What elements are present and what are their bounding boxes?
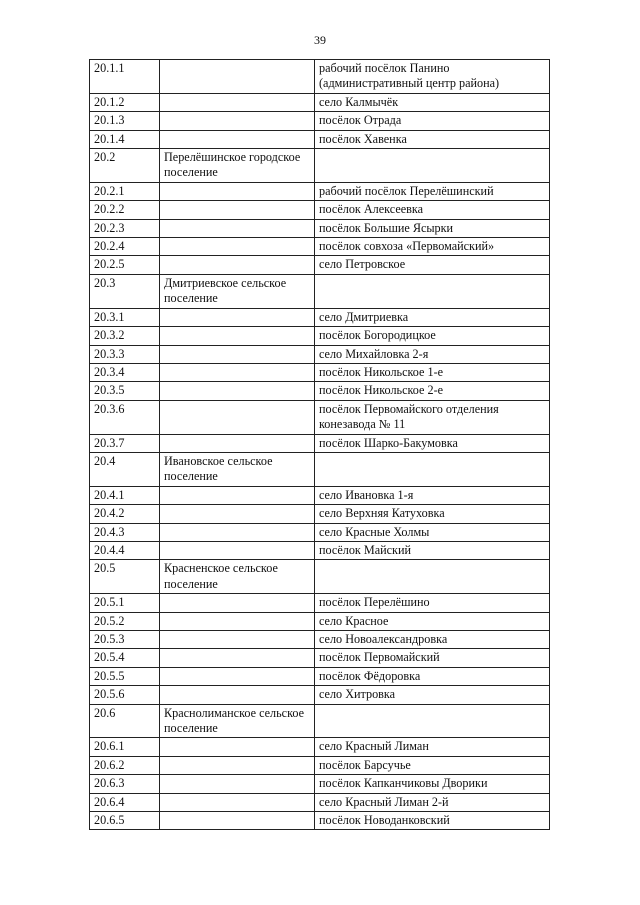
table-row: [90, 130, 550, 148]
locality-cell: посёлок Перелёшино: [315, 594, 550, 612]
table-row: [90, 274, 550, 308]
code-cell: 20.1.3: [90, 112, 160, 130]
settlement-name-cell: Красненское сельское поселение: [160, 560, 315, 594]
table-row: [90, 775, 550, 793]
code-cell: 20.4.1: [90, 486, 160, 504]
code-cell: 20.2.1: [90, 182, 160, 200]
locality-cell: рабочий посёлок Перелёшинский: [315, 182, 550, 200]
table-row: [90, 219, 550, 237]
settlement-name-cell: [160, 182, 315, 200]
code-cell: 20.4.3: [90, 523, 160, 541]
code-cell: 20.3.6: [90, 400, 160, 434]
code-cell: 20.3.5: [90, 382, 160, 400]
locality-cell: село Дмитриевка: [315, 308, 550, 326]
code-cell: 20.3.1: [90, 308, 160, 326]
code-cell: 20.1.4: [90, 130, 160, 148]
settlement-name-cell: [160, 594, 315, 612]
locality-cell: село Новоалександровка: [315, 631, 550, 649]
table-row: [90, 182, 550, 200]
settlement-name-cell: [160, 256, 315, 274]
settlement-name-cell: [160, 112, 315, 130]
settlement-name-cell: [160, 400, 315, 434]
settlements-table: [89, 59, 550, 830]
locality-cell: село Красный Лиман 2-й: [315, 793, 550, 811]
code-cell: 20.5.6: [90, 686, 160, 704]
locality-cell: рабочий посёлок Панино (административный центр района): [315, 60, 550, 94]
locality-cell: [315, 149, 550, 183]
settlement-name-cell: [160, 649, 315, 667]
locality-cell: посёлок Новоданковский: [315, 812, 550, 830]
settlement-name-cell: [160, 523, 315, 541]
locality-cell: [315, 274, 550, 308]
table-body: [90, 60, 550, 830]
code-cell: 20.4: [90, 452, 160, 486]
table-row: [90, 256, 550, 274]
table-row: [90, 612, 550, 630]
code-cell: 20.6.5: [90, 812, 160, 830]
settlement-name-cell: [160, 363, 315, 381]
code-cell: 20.1.2: [90, 93, 160, 111]
table-row: [90, 201, 550, 219]
table-row: [90, 812, 550, 830]
code-cell: 20.5.2: [90, 612, 160, 630]
code-cell: 20.2.2: [90, 201, 160, 219]
code-cell: 20.6.1: [90, 738, 160, 756]
settlement-name-cell: [160, 93, 315, 111]
code-cell: 20.5.4: [90, 649, 160, 667]
locality-cell: посёлок Первомайского отделения конезавода № 11: [315, 400, 550, 434]
settlement-name-cell: [160, 775, 315, 793]
locality-cell: село Верхняя Катуховка: [315, 505, 550, 523]
code-cell: 20.4.4: [90, 541, 160, 559]
table-row: [90, 149, 550, 183]
settlement-name-cell: [160, 756, 315, 774]
table-row: [90, 631, 550, 649]
locality-cell: посёлок Хавенка: [315, 130, 550, 148]
settlement-name-cell: [160, 130, 315, 148]
locality-cell: посёлок Отрада: [315, 112, 550, 130]
code-cell: 20.4.2: [90, 505, 160, 523]
settlement-name-cell: [160, 60, 315, 94]
settlement-name-cell: [160, 667, 315, 685]
locality-cell: посёлок Фёдоровка: [315, 667, 550, 685]
settlement-name-cell: [160, 308, 315, 326]
locality-cell: посёлок Богородицкое: [315, 327, 550, 345]
locality-cell: село Красные Холмы: [315, 523, 550, 541]
locality-cell: село Михайловка 2-я: [315, 345, 550, 363]
table-row: [90, 523, 550, 541]
locality-cell: [315, 560, 550, 594]
table-row: [90, 704, 550, 738]
table-row: [90, 308, 550, 326]
settlement-name-cell: [160, 612, 315, 630]
table-row: [90, 382, 550, 400]
code-cell: 20.3.4: [90, 363, 160, 381]
table-row: [90, 649, 550, 667]
locality-cell: посёлок Барсучье: [315, 756, 550, 774]
settlement-name-cell: [160, 631, 315, 649]
code-cell: 20.2.4: [90, 238, 160, 256]
table-row: [90, 560, 550, 594]
table-row: [90, 756, 550, 774]
settlement-name-cell: [160, 793, 315, 811]
settlement-name-cell: Перелёшинское городское поселение: [160, 149, 315, 183]
settlement-name-cell: [160, 327, 315, 345]
locality-cell: посёлок совхоза «Первомайский»: [315, 238, 550, 256]
code-cell: 20.5.1: [90, 594, 160, 612]
code-cell: 20.1.1: [90, 60, 160, 94]
locality-cell: посёлок Никольское 2-е: [315, 382, 550, 400]
table-row: [90, 238, 550, 256]
locality-cell: село Хитровка: [315, 686, 550, 704]
code-cell: 20.3.3: [90, 345, 160, 363]
settlement-name-cell: [160, 686, 315, 704]
settlement-name-cell: [160, 812, 315, 830]
locality-cell: село Красное: [315, 612, 550, 630]
settlement-name-cell: [160, 738, 315, 756]
table-row: [90, 505, 550, 523]
table-row: [90, 793, 550, 811]
settlement-name-cell: [160, 505, 315, 523]
table-row: [90, 541, 550, 559]
table-row: [90, 345, 550, 363]
code-cell: 20.3: [90, 274, 160, 308]
code-cell: 20.6: [90, 704, 160, 738]
code-cell: 20.5.5: [90, 667, 160, 685]
table-row: [90, 738, 550, 756]
code-cell: 20.2.3: [90, 219, 160, 237]
settlement-name-cell: Ивановское сельское поселение: [160, 452, 315, 486]
locality-cell: посёлок Никольское 1-е: [315, 363, 550, 381]
page-number: 39: [314, 33, 326, 47]
settlement-name-cell: [160, 345, 315, 363]
table-row: [90, 327, 550, 345]
settlement-name-cell: [160, 201, 315, 219]
table-row: [90, 400, 550, 434]
settlement-name-cell: Дмитриевское сельское поселение: [160, 274, 315, 308]
code-cell: 20.3.2: [90, 327, 160, 345]
settlement-name-cell: Краснолиманское сельское поселение: [160, 704, 315, 738]
table-row: [90, 486, 550, 504]
settlement-name-cell: [160, 486, 315, 504]
code-cell: 20.6.3: [90, 775, 160, 793]
settlement-name-cell: [160, 434, 315, 452]
table-row: [90, 112, 550, 130]
settlement-name-cell: [160, 238, 315, 256]
table-row: [90, 363, 550, 381]
table-row: [90, 434, 550, 452]
table-row: [90, 452, 550, 486]
locality-cell: [315, 452, 550, 486]
code-cell: 20.2.5: [90, 256, 160, 274]
code-cell: 20.3.7: [90, 434, 160, 452]
table-row: [90, 93, 550, 111]
code-cell: 20.2: [90, 149, 160, 183]
table-row: [90, 60, 550, 94]
settlement-name-cell: [160, 219, 315, 237]
code-cell: 20.6.2: [90, 756, 160, 774]
locality-cell: посёлок Капканчиковы Дворики: [315, 775, 550, 793]
table-row: [90, 686, 550, 704]
table-row: [90, 594, 550, 612]
table-row: [90, 667, 550, 685]
locality-cell: посёлок Алексеевка: [315, 201, 550, 219]
locality-cell: посёлок Большие Ясырки: [315, 219, 550, 237]
code-cell: 20.5: [90, 560, 160, 594]
locality-cell: посёлок Майский: [315, 541, 550, 559]
locality-cell: посёлок Шарко-Бакумовка: [315, 434, 550, 452]
code-cell: 20.5.3: [90, 631, 160, 649]
locality-cell: село Ивановка 1-я: [315, 486, 550, 504]
settlement-name-cell: [160, 382, 315, 400]
locality-cell: село Петровское: [315, 256, 550, 274]
locality-cell: село Калмычёк: [315, 93, 550, 111]
code-cell: 20.6.4: [90, 793, 160, 811]
locality-cell: посёлок Первомайский: [315, 649, 550, 667]
locality-cell: [315, 704, 550, 738]
settlement-name-cell: [160, 541, 315, 559]
locality-cell: село Красный Лиман: [315, 738, 550, 756]
